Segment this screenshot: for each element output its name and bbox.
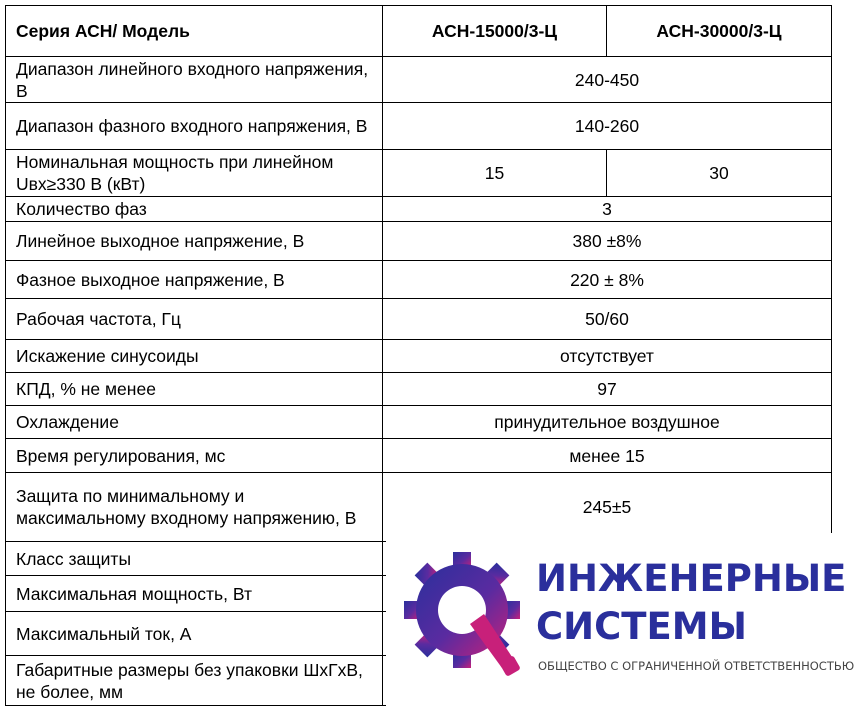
row-label: Рабочая частота, Гц [6, 299, 383, 340]
table-row [6, 439, 832, 473]
row-label: Количество фаз [6, 197, 383, 222]
table-row [6, 261, 832, 299]
row-label: Максимальная мощность, Вт [6, 576, 383, 612]
row-value: 50/60 [383, 299, 832, 340]
logo-title-line2: СИСТЕМЫ [536, 605, 747, 648]
row-value: 3 [383, 197, 832, 222]
gear-wrench-icon [404, 548, 524, 688]
row-label: Охлаждение [6, 406, 383, 439]
table-row [6, 222, 832, 261]
row-label: Номинальная мощность при линейном Uвх≥330 В (кВт) [6, 150, 383, 197]
row-label: Диапазон линейного входного напряжения, В [6, 57, 383, 103]
table-row [6, 299, 832, 340]
row-value: 140-260 [383, 103, 832, 150]
row-label: Фазное выходное напряжение, В [6, 261, 383, 299]
table-row [6, 340, 832, 373]
row-value: принудительное воздушное [383, 406, 832, 439]
company-logo [386, 533, 865, 707]
row-label: Защита по минимальному и максимальному входному напряжению, В [6, 473, 383, 542]
header-model-30000: АСН-30000/3-Ц [607, 6, 832, 57]
table-row [6, 57, 832, 103]
row-value: 245±5 [383, 473, 832, 542]
row-value: 380 ±8% [383, 222, 832, 261]
table-row [6, 406, 832, 439]
table-row [6, 197, 832, 222]
table-row [6, 473, 832, 542]
row-value-model2: 30 [607, 150, 832, 197]
row-label: Диапазон фазного входного напряжения, В [6, 103, 383, 150]
logo-title-line1: ИНЖЕНЕРНЫЕ [536, 557, 847, 600]
row-value: 220 ± 8% [383, 261, 832, 299]
table-row [6, 150, 832, 197]
row-label: Габаритные размеры без упаковки ШхГхВ, не более, мм [6, 656, 383, 706]
table-row [6, 103, 832, 150]
row-value: менее 15 [383, 439, 832, 473]
row-label: Время регулирования, мс [6, 439, 383, 473]
row-value: 240-450 [383, 57, 832, 103]
row-label: КПД, % не менее [6, 373, 383, 406]
header-model-15000: АСН-15000/3-Ц [383, 6, 607, 57]
row-value-model1: 15 [383, 150, 607, 197]
row-label: Максимальный ток, А [6, 612, 383, 656]
logo-subtitle: ОБЩЕСТВО С ОГРАНИЧЕННОЙ ОТВЕТСТВЕННОСТЬЮ [538, 659, 855, 673]
row-label: Класс защиты [6, 542, 383, 576]
row-value: 97 [383, 373, 832, 406]
row-label: Линейное выходное напряжение, В [6, 222, 383, 261]
header-series-model: Серия АСН/ Модель [6, 6, 383, 57]
table-row [6, 373, 832, 406]
row-value: отсутствует [383, 340, 832, 373]
table-header-row [6, 6, 832, 57]
row-label: Искажение синусоиды [6, 340, 383, 373]
